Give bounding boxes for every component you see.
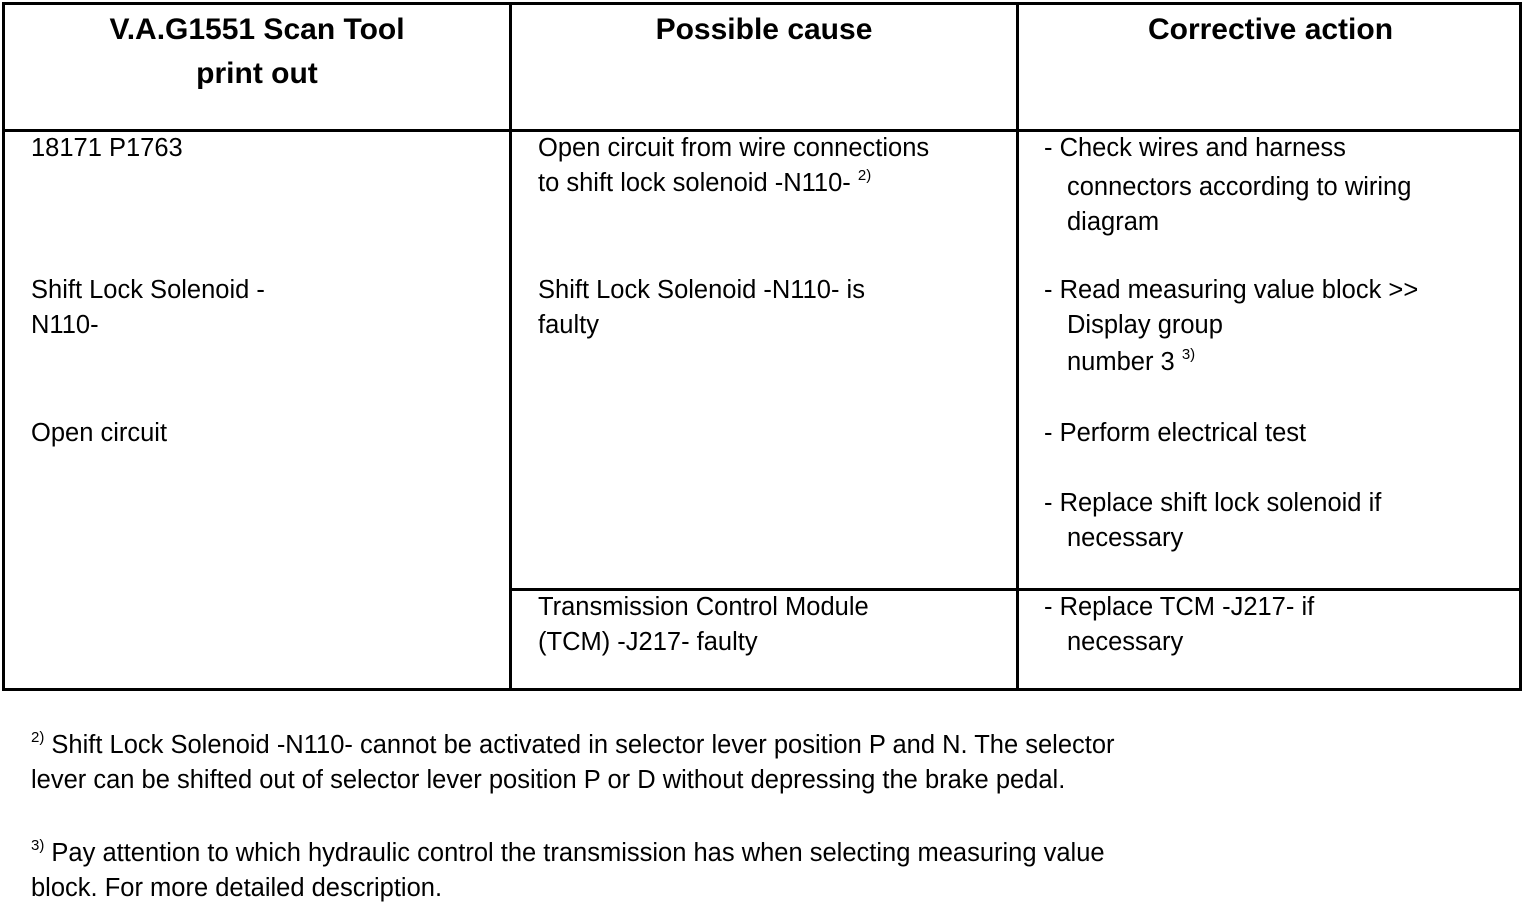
action-line: - Check wires and harness <box>1044 134 1346 162</box>
cause-solenoid-faulty <box>538 273 865 343</box>
footnote-ref: 3) <box>1181 345 1196 363</box>
action-line: - Read measuring value block >> <box>1044 276 1419 304</box>
cause-line: Shift Lock Solenoid -N110- is <box>538 276 865 304</box>
cause-line: to shift lock solenoid -N110- $^{2)}$ <box>538 166 872 197</box>
column-divider <box>509 5 512 688</box>
cause-tcm-faulty <box>538 590 869 660</box>
footnote-text: block. For more detailed description. <box>31 874 443 902</box>
diagnostic-table <box>2 2 1522 691</box>
footnote-mark: 3) <box>31 836 45 854</box>
column-divider <box>1016 5 1019 688</box>
fault-component <box>31 273 265 343</box>
action-line: number 3 $^{3)}$ <box>1067 345 1196 376</box>
cause-line: Transmission Control Module <box>538 593 869 621</box>
footnote-2 <box>31 728 1115 798</box>
fault-type: Open circuit <box>31 419 168 447</box>
cause-line: (TCM) -J217- faulty <box>538 628 758 656</box>
action-line: necessary <box>1067 524 1184 552</box>
cause-line: Open circuit from wire connections <box>538 134 930 162</box>
fault-component-line: N110- <box>31 311 99 339</box>
action-line: connectors according to wiring <box>1067 173 1412 201</box>
action-line: diagram <box>1067 208 1160 236</box>
action-check-wires <box>1044 131 1411 240</box>
fault-code: 18171 P1763 <box>31 134 183 162</box>
action-line: necessary <box>1067 628 1184 656</box>
footnote-text: Pay attention to which hydraulic control the transmission has when selecting measuring value <box>44 839 1105 867</box>
action-read-measuring-block <box>1044 273 1418 380</box>
action-line: - Replace TCM -J217- if <box>1044 593 1315 621</box>
footnote-3 <box>31 836 1105 906</box>
action-replace-tcm <box>1044 590 1314 660</box>
header-corrective-action: Corrective action <box>1147 13 1394 46</box>
footnote-ref: 2) <box>857 166 872 184</box>
fault-component-line: Shift Lock Solenoid - <box>31 276 265 304</box>
header-possible-cause: Possible cause <box>655 13 873 46</box>
action-replace-solenoid <box>1044 486 1381 556</box>
footnote-mark: 2) <box>31 728 45 746</box>
action-line: - Replace shift lock solenoid if <box>1044 489 1382 517</box>
footnote-text: Shift Lock Solenoid -N110- cannot be activated in selector lever position P and N. The selector <box>44 731 1115 759</box>
cause-open-circuit <box>538 131 929 201</box>
cause-line: faulty <box>538 311 599 339</box>
action-electrical-test: - Perform electrical test <box>1044 419 1307 447</box>
action-line: Display group <box>1067 311 1223 339</box>
header-scan-tool-printout: V.A.G1551 Scan Tool print out <box>109 13 405 90</box>
footnote-text: lever can be shifted out of selector lever position P or D without depressing the brake pedal. <box>31 766 1066 794</box>
